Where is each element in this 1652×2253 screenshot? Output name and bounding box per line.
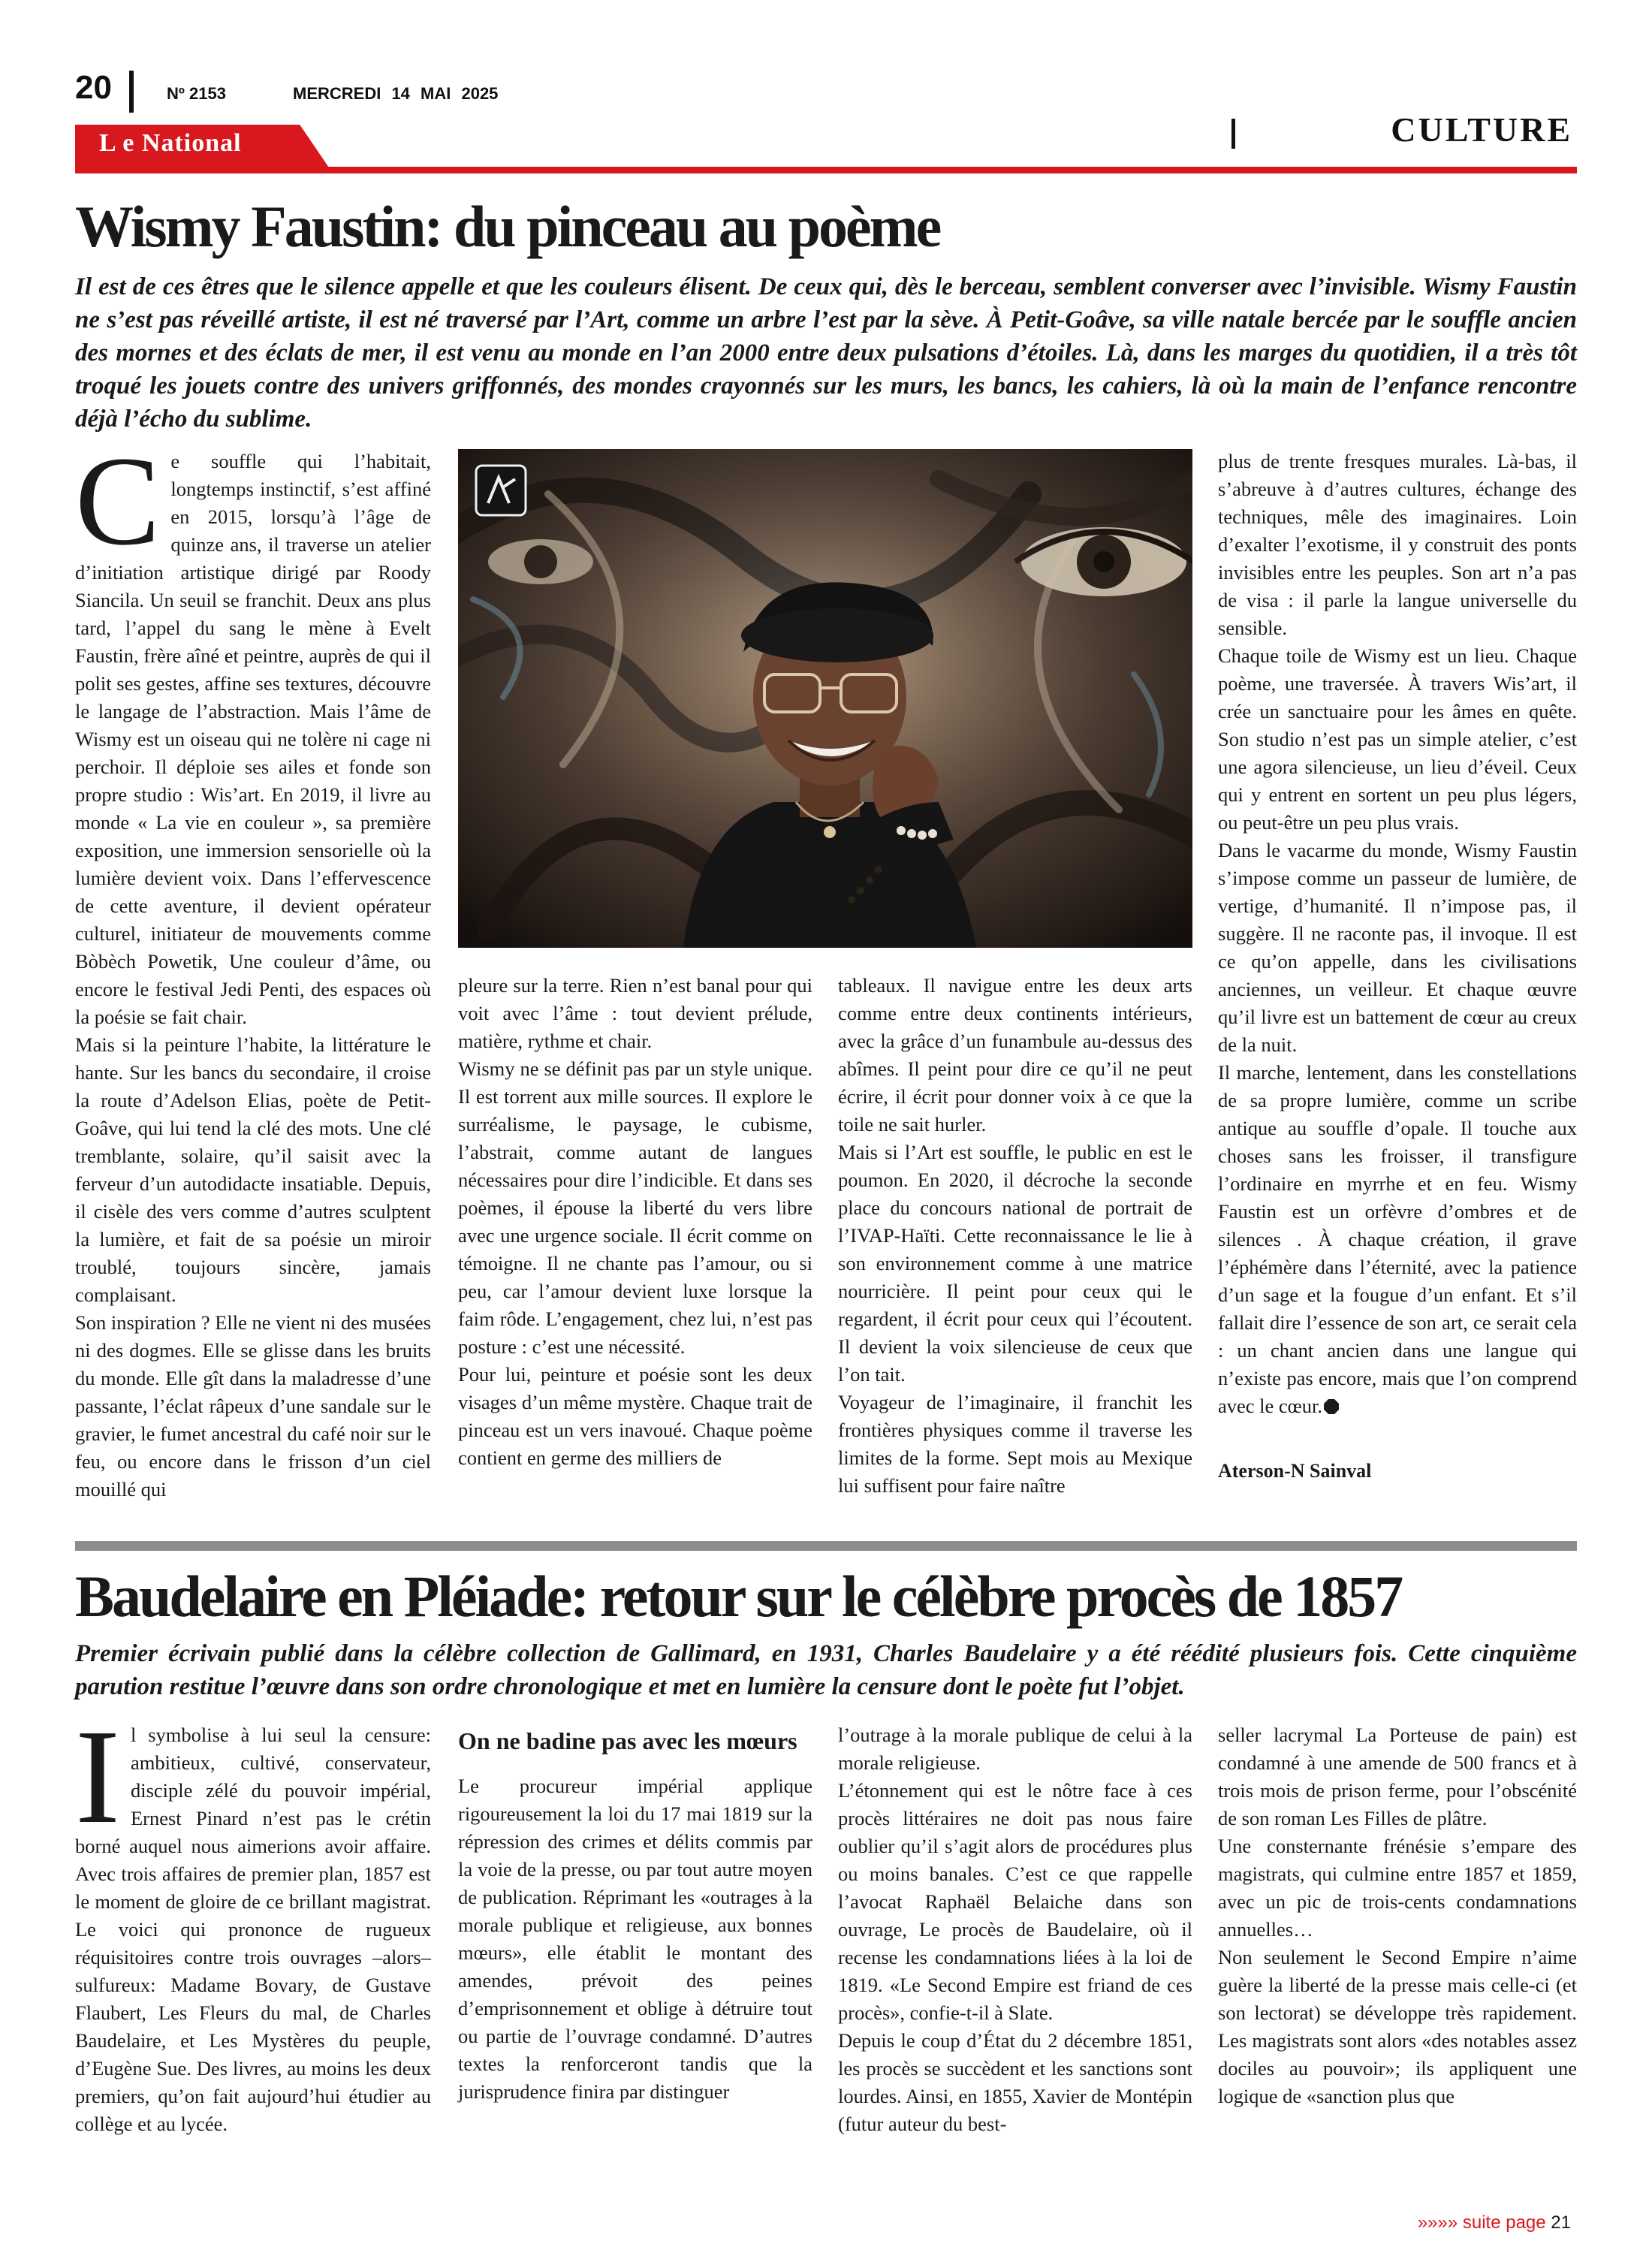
continued-page: 21: [1551, 2212, 1571, 2233]
article1-paragraph: Son inspiration ? Elle ne vient ni des musées ni des dogmes. Elle se glisse dans les bruits du monde. Elle gît dans la maladresse d’une passante, l’éclat râpeux d’une sandale sur le gravier, le fumet ancestral du café noir sur le feu, ou encore dans le frisson d’un ciel mouillé qui: [75, 1311, 431, 1500]
paragraph-text: e souffle qui l’habitait, longtemps instinctif, s’est affiné en 2015, lorsqu’à l’âge de quinze ans, il traverse un atelier d’initiation artistique dirigé par Roody Siancila. Un seuil se franchit. Deux ans plus tard, l’appel du sang le mène à Evelt Faustin, frère aîné et peintre, auprès de qui il polit ses gestes, affine ses textures, découvre le langage de l’abstraction. Mais l’âme de Wismy est un oiseau qui ne tolère ni cage ni perchoir. Il déploie ses ailes et fonde son propre studio : Wis’art. En 2019, il livre au monde « La vie en couleur », sa première exposition, une immersion sensorielle où la lumière devient voix. Dans l’effervescence de cette aventure, il devient opérateur culturel, initiateur de mouvements comme Bòbèch Powetik, Une couleur d’âme, ou encore le festival Jedi Penti, des espaces où la poésie se fait chair.: [75, 450, 431, 1028]
article2-column-2: [458, 1726, 812, 2106]
issue-number: Nº 2153: [167, 84, 226, 103]
section-title: CULTURE: [1391, 110, 1572, 149]
article2-column-3: [838, 1721, 1192, 2138]
article1-column-2: [458, 972, 812, 1472]
article1-title: Wismy Faustin: du pinceau au poème: [75, 194, 940, 259]
article1-column-3: [838, 972, 1192, 1500]
article2-lead: Premier écrivain publié dans la célèbre collection de Gallimard, en 1931, Charles Baudelaire y a été réédité plusieurs fois. Cette cinquième parution restitue l’œuvre dans son ordre chronologique et met en lumière la censure dont le poète fut l’objet.: [75, 1640, 1577, 1700]
continued-link[interactable]: [1418, 2212, 1571, 2233]
article1-paragraph: tableaux. Il navigue entre les deux arts comme entre deux continents intérieurs, avec la grâce d’un funambule au-dessus des abîmes. Il peint pour dire ce qu’il ne peut écrire, il écrit pour donner voix à ce que la toile ne sait hurler.: [838, 974, 1192, 1136]
article2-title: Baudelaire en Pléiade: retour sur le célèbre procès de 1857: [75, 1564, 1402, 1629]
studio-logo: [476, 466, 526, 515]
dropcap: I: [75, 1702, 120, 1851]
article1-paragraph: Wismy ne se définit pas par un style unique. Il est torrent aux mille sources. Il explore le surréalisme, le paysage, le cubisme, l’abstrait, comme autant de langues nécessaires pour dire l’indicible. Et dans ses poèmes, il épouse la liberté du vers libre avec une urgence sociale. Il écrit comme on témoigne. Il ne chante pas l’amour, ou si peu, car l’amour devient luxe lorsque la faim rôde. L’engagement, chez lui, n’est pas posture : c’est une nécessité.: [458, 1057, 812, 1358]
header-rule: [75, 167, 1577, 173]
article1-paragraph: Mais si l’Art est souffle, le public en est le poumon. En 2020, il décroche la seconde place du concours national de portrait de l’IVAP-Haïti. Cette reconnaissance le lie à son environnement comme à une matrice nourricière. Il peint pour ceux qui le regardent, il écrit pour ceux qui l’écoutent. Il devient la voix silencieuse de ceux que l’on tait.: [838, 1141, 1192, 1386]
article1-paragraph: pleure sur la terre. Rien n’est banal pour qui voit avec l’âme : tout devient prélude, matière, rythme et chair.: [458, 974, 812, 1052]
article2-paragraph: [75, 1702, 431, 2138]
article2-paragraph: Une consternante frénésie s’empare des magistrats, qui culmine entre 1857 et 1859, avec un pic de trois-cents condamnations annuelles…: [1218, 1835, 1577, 1941]
dropcap: C: [75, 430, 161, 572]
page-number: 20: [75, 69, 112, 106]
article1-author: Aterson-N Sainval: [1218, 1460, 1372, 1482]
article2-paragraph: L’étonnement qui est le nôtre face à ces procès littéraires ne doit pas nous faire oublier qu’il s’agit alors de procédures plus ou moins banales. C’est ce que rappelle l’avocat Raphaël Belaiche dans son ouvrage, Le procès de Baudelaire, où il recense les condamnations liées à la loi de 1819. «Le Second Empire est friand de ces procès», confie-t-il à Slate.: [838, 1779, 1192, 2024]
paragraph-text: l symbolise à lui seul la censure: ambitieux, cultivé, conservateur, disciple zélé du pouvoir impérial, Ernest Pinard n’est pas le crétin borné auquel nous aimerions avoir affaire. Avec trois affaires de premier plan, 1857 est le moment de gloire de ce brillant magistrat. Le voici qui prononce de rugueux réquisitoires contre trois ouvrages –alors– sulfureux: Madame Bovary, de Gustave Flaubert, Les Fleurs du mal, de Charles Baudelaire, et Les Mystères du peuple, d’Eugène Sue. Des livres, au moins les deux premiers, qu’on fait aujourd’hui étudier au collège et au lycée.: [75, 1724, 431, 2135]
article-divider: [75, 1541, 1577, 1551]
article1-lead: Il est de ces êtres que le silence appelle et que les couleurs élisent. De ceux qui, dès le berceau, semblent converser avec l’invisible. Wismy Faustin ne s’est pas réveillé artiste, il est né traversé par l’Art, comme un arbre l’est par la sève. À Petit-Goâve, sa ville natale bercée par le souffle ancien des mornes et des éclats de mer, il est venu au monde en l’an 2000 entre deux pulsations d’étoiles. Là, dans les marges du quotidien, il a très tôt troqué les jouets contre des univers griffonnés, des mondes crayonnés sur les murs, les bancs, les cahiers, là où la main de l’enfance rencontre déjà l’écho du sublime.: [75, 273, 1577, 433]
article1-paragraph: Mais si la peinture l’habite, la littérature le hante. Sur les bancs du secondaire, il croise la route d’Adelson Elias, poète de Petit-Goâve, qui lui tend la clé des mots. Une clé tremblante, solaire, qu’il saisit avec la ferveur d’un autodidacte insatiable. Depuis, il cisèle des vers comme d’autres sculptent la lumière, et fait de sa poésie un miroir troublé, toujours sincère, jamais complaisant.: [75, 1033, 431, 1306]
article2-column-1: [75, 1702, 431, 2138]
article2-paragraph: Depuis le coup d’État du 2 décembre 1851, les procès se succèdent et les sanctions sont lourdes. Ainsi, en 1855, Xavier de Montépin (futur auteur du best-: [838, 2029, 1192, 2135]
issue-date: MERCREDI 14 MAI 2025: [293, 84, 499, 103]
article1-column-4: [1218, 448, 1577, 1420]
section-divider: [1231, 119, 1235, 149]
paragraph-text: Il marche, lentement, dans les constellations de sa propre lumière, comme un scribe antique au souffle d’opale. Il touche aux choses sans les froisser, il transfigure l’ordinaire en myrrhe et en feu. Wismy Faustin est un orfèvre d’ombres et de silences . À chaque création, il grave l’éphémère dans l’éternité, avec la patience d’un sage et la fougue d’un enfant. Et s’il fallait dire l’essence de son art, ce serait cela : un chant ancien dans une langue qui n’existe pas encore, mais que l’on comprend avec le cœur.: [1218, 1061, 1577, 1417]
article1-paragraph: Chaque toile de Wismy est un lieu. Chaque poème, une traversée. À travers Wis’art, il crée un sanctuaire pour les âmes en quête. Son studio n’est pas un simple atelier, c’est une agora silencieuse, un lieu d’éveil. Ceux qui y entrent en sortent un peu plus légers, ou peut-être un peu plus vrais.: [1218, 644, 1577, 834]
article1-column-1: [75, 430, 431, 1504]
article2-paragraph: Non seulement le Second Empire n’aime guère la liberté de la presse mais celle-ci (et son lectorat) se développe très rapidement. Les magistrats sont alors «des notables assez dociles au pouvoir»; ils appliquent une logique de «sanction plus que: [1218, 1946, 1577, 2107]
article2-paragraph: seller lacrymal La Porteuse de pain) est condamné à une amende de 500 francs et à trois mois de prison ferme, pour l’obscénité de son roman Les Filles de plâtre.: [1218, 1724, 1577, 1829]
article1-paragraph: Voyageur de l’imaginaire, il franchit les frontières physiques comme il traverse les limites de la forme. Sept mois au Mexique lui suffisent pour faire naître: [838, 1391, 1192, 1497]
end-mark-icon: [1324, 1399, 1339, 1414]
article1-paragraph: Dans le vacarme du monde, Wismy Faustin s’impose comme un passeur de lumière, de vertige, d’humanité. Il n’impose pas, il suggère. Il ne raconte pas, il invoque. Il est ce qu’on appelle, dans les civilisations anciennes, un veilleur. Et chaque œuvre qu’il livre est un battement de cœur au creux de la nuit.: [1218, 839, 1577, 1056]
article2-paragraph: l’outrage à la morale publique de celui à la morale religieuse.: [838, 1724, 1192, 1774]
article1-paragraph: Pour lui, peinture et poésie sont les deux visages d’un même mystère. Chaque trait de pinceau est un vers inavoué. Chaque poème contient en germe des milliers de: [458, 1363, 812, 1469]
article1-paragraph: plus de trente fresques murales. Là-bas, il s’abreuve à d’autres cultures, échange des techniques, mêle des imaginaires. Loin d’exalter l’exotisme, il y construit des ponts invisibles entre les peuples. Son art n’a pas de visa : il parle la langue universelle du sensible.: [1218, 450, 1577, 639]
article2-column-4: [1218, 1721, 1577, 2110]
article1-paragraph: [75, 430, 431, 1031]
newspaper-brand: L e National: [99, 129, 242, 157]
header-divider: [129, 71, 134, 113]
article2-paragraph: Le procureur impérial applique rigoureusement la loi du 17 mai 1819 sur la répression des crimes et délits commis par la voie de la presse, ou par tout autre moyen de publication. Réprimant les «outrages à la morale publique et religieuse, aux bonnes mœurs», elle établit le montant des amendes, prévoit des peines d’emprisonnement et oblige à détruire tout ou partie de l’ouvrage condamné. D’autres textes la renforceront tandis que la jurisprudence finira par distinguer: [458, 1775, 812, 2103]
artist-photo: [458, 449, 1192, 948]
artist-portrait-illustration: [458, 449, 1192, 948]
article2-subhead: On ne badine pas avec les mœurs: [458, 1727, 797, 1754]
continued-label: »»»» suite page: [1417, 2212, 1546, 2233]
article1-paragraph: [1218, 1059, 1577, 1420]
